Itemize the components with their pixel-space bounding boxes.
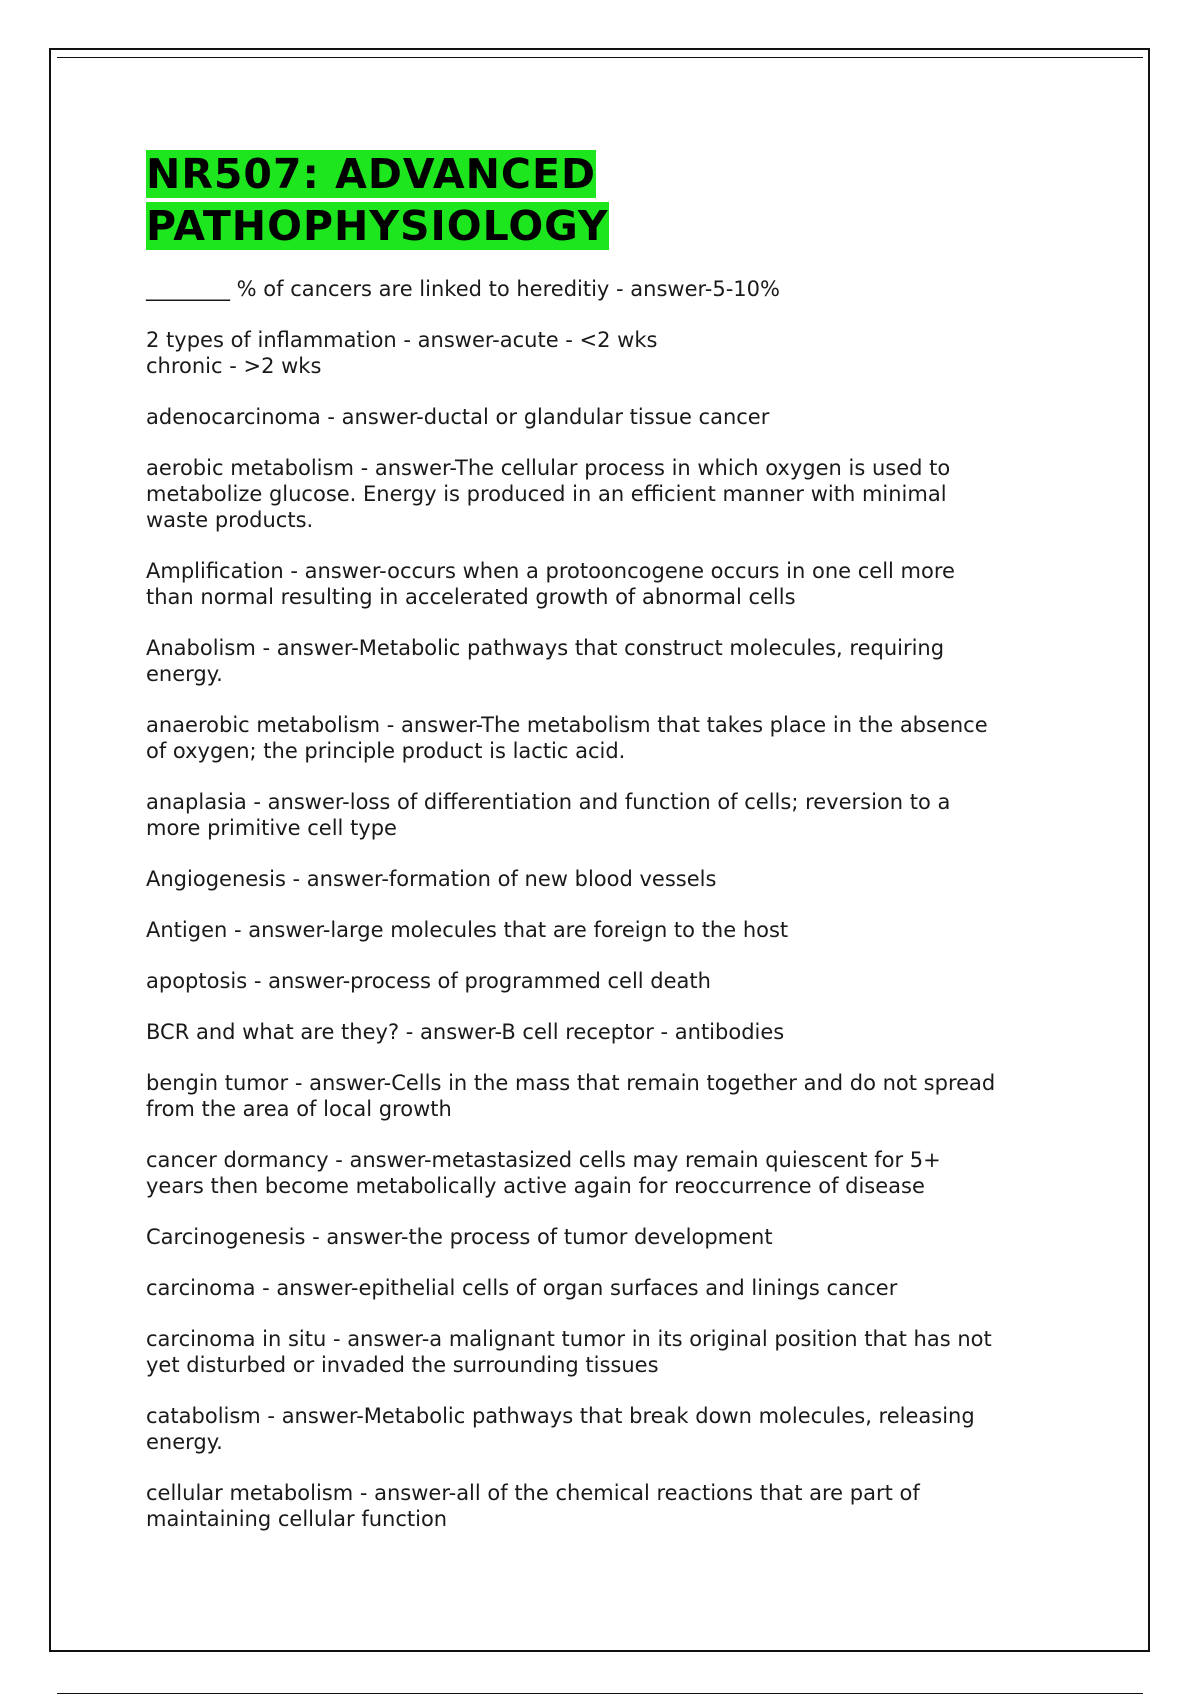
entry: cellular metabolism - answer-all of the chemical reactions that are part of maintaining cellular function bbox=[146, 1481, 920, 1531]
entry: Anabolism - answer-Metabolic pathways that construct molecules, requiring energy. bbox=[146, 636, 945, 686]
document-title bbox=[146, 148, 1046, 252]
entry: BCR and what are they? - answer-B cell receptor - antibodies bbox=[146, 1020, 785, 1044]
entry: Carcinogenesis - answer-the process of tumor development bbox=[146, 1225, 773, 1249]
entry: catabolism - answer-Metabolic pathways that break down molecules, releasing energy. bbox=[146, 1404, 975, 1454]
entry: anaerobic metabolism - answer-The metabolism that takes place in the absence of oxygen; the principle product is lactic acid. bbox=[146, 713, 988, 763]
top-rule bbox=[57, 57, 1143, 58]
entry: Angiogenesis - answer-formation of new blood vessels bbox=[146, 867, 717, 891]
entry: Antigen - answer-large molecules that are foreign to the host bbox=[146, 918, 789, 942]
entry: bengin tumor - answer-Cells in the mass that remain together and do not spread from the area of local growth bbox=[146, 1071, 996, 1121]
document-body bbox=[146, 148, 1046, 1557]
entry: carcinoma in situ - answer-a malignant tumor in its original position that has not yet disturbed or invaded the surrounding tissues bbox=[146, 1327, 992, 1377]
entry: anaplasia - answer-loss of differentiation and function of cells; reversion to a more primitive cell type bbox=[146, 790, 951, 840]
entry: Amplification - answer-occurs when a protooncogene occurs in one cell more than normal resulting in accelerated growth of abnormal cells bbox=[146, 559, 955, 609]
title-line-1: NR507: ADVANCED bbox=[146, 150, 597, 198]
entry: apoptosis - answer-process of programmed cell death bbox=[146, 969, 711, 993]
entry-list bbox=[146, 276, 1046, 1532]
entry: cancer dormancy - answer-metastasized cells may remain quiescent for 5+ years then become metabolically active again for reoccurrence of disease bbox=[146, 1148, 941, 1198]
entry: aerobic metabolism - answer-The cellular process in which oxygen is used to metabolize glucose. Energy is produced in an efficient manner with minimal waste products. bbox=[146, 456, 951, 532]
entry: carcinoma - answer-epithelial cells of organ surfaces and linings cancer bbox=[146, 1276, 898, 1300]
next-page-rule bbox=[57, 1693, 1143, 1694]
entry: adenocarcinoma - answer-ductal or glandular tissue cancer bbox=[146, 405, 770, 429]
entry: ________ % of cancers are linked to hereditiy - answer-5-10% bbox=[146, 277, 780, 301]
entry: 2 types of inflammation - answer-acute - <2 wks chronic - >2 wks bbox=[146, 328, 658, 378]
title-line-2: PATHOPHYSIOLOGY bbox=[146, 202, 609, 250]
